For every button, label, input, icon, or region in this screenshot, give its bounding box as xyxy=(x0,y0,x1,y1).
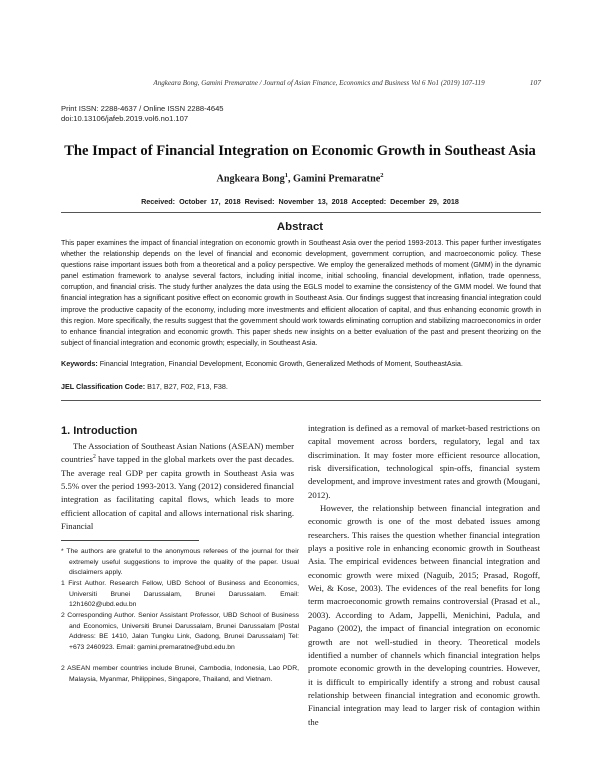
author-affiliation-mark: 2 xyxy=(380,172,384,179)
keywords xyxy=(61,359,541,368)
footnote: 2 ASEAN member countries include Brunei, Cambodia, Indonesia, Lao PDR, Malaysia, Myanmar, Philippines, Singapore, Thailand, and Vietnam. xyxy=(61,665,299,683)
jel-text: B17, B27, F02, F13, F38. xyxy=(147,382,228,391)
footnote-divider xyxy=(61,540,199,541)
intro-left-column xyxy=(61,440,294,533)
author-name: Angkeara Bong xyxy=(216,173,285,185)
running-header: Angkeara Bong, Gamini Premaratne / Journal of Asian Finance, Economics and Business Vol 6 No1 (2019) 107-119 xyxy=(153,79,485,87)
intro-text: The Association of Southeast Asian Nations (ASEAN) member countries xyxy=(61,441,294,465)
abstract-text: This paper examines the impact of financial integration on economic growth in Southeast Asia over the period 1993-2013. This paper further investigates whether the relationship depends on the level of financial and economic development, government corruption, and macroeconomic policy. These questions raise important issues both from a theoretical and a policy perspective. We employ the generalized methods of moment (GMM) in the dynamic panel estimation framework to analyse several factors, including initial income, initial schooling, financial development, inflation, trade openness, corruption, and financial crisis. The study further analyzes the data using the EGLS model to examine the consistency of the GMM model. We found that financial integration has a significant positive effect on economic growth in Southeast Asia. Our findings suggest that increasing financial integration could improve the productive capacity of the economy, including more investments and efficient allocation of capital, and thus enhancing economic growth in this region. More specifically, the results suggest that the government should work towards eliminating corruption and stabilizing macroeconomics in order to enhance financial integration and economic growth. This paper sheds new insights on a better evaluation of the past and present theorizing on the subject of financial integration and economic growth; especially, in Southeast Asia. xyxy=(61,240,541,347)
intro-text: have tapped in the global markets over the past decades. The average real GDP per capita growth in Southeast Asia was 5.5% over the period 1993-2013. Yang (2012) considered financial integration as facilitating capital flows, which leads to more efficient allocation of capital and allows international risk sharing. Financial xyxy=(61,454,294,532)
author-separator: , xyxy=(287,173,294,185)
jel-codes xyxy=(61,382,541,391)
jel-label: JEL Classification Code: xyxy=(61,382,146,391)
intro-right-column xyxy=(308,422,540,729)
author-name: Gamini Premaratne xyxy=(293,173,381,185)
abstract-heading: Abstract xyxy=(276,221,324,233)
section-heading: 1. Introduction xyxy=(61,425,138,437)
page-number: 107 xyxy=(529,78,541,87)
top-divider xyxy=(61,212,541,213)
submission-dates: Received: October 17, 2018 Revised: November 13, 2018 Accepted: December 29, 2018 xyxy=(141,197,459,206)
footnote: * The authors are grateful to the anonymous referees of the journal for their extremely useful suggestions to improve the quality of the paper. Usual disclaimers apply. xyxy=(61,548,299,577)
author-affiliation-mark: 1 xyxy=(284,172,288,179)
bottom-divider xyxy=(61,400,541,401)
keywords-label: Keywords: xyxy=(61,359,98,368)
intro-paragraph: integration is defined as a removal of market-based restrictions on capital movement across borders, regulatory, legal and tax discrimination. It may foster more efficient resource allocation, risk diversification, technological spin-offs, financial system development, and improve investment rates and growth (Mougani, 2012). xyxy=(308,423,540,500)
footnote: 2 Corresponding Author. Senior Assistant Professor, UBD School of Business and Economics, Universiti Brunei Darussalam, Brunei Darussalam [Postal Address: BE 1410, Jalan Tungku Link, Gadong, Brunei Darussalam] Tel: +673 2460923. Email: gamini.premaratne@ubd.edu.bn xyxy=(61,612,299,651)
keywords-text: Financial Integration, Financial Development, Economic Growth, Generalized Methods of Moment, SoutheastAsia. xyxy=(99,359,463,368)
intro-paragraph: However, the relationship between financial integration and economic growth is one of the most debated issues among researchers. This raises the question whether financial integration plays a positive role in enhancing economic growth in Southeast Asia. The empirical evidences between financial integration and economic growth were mixed (Naguib, 2015; Prasad, Rogoff, Wei, & Kose, 2003). The evidences of the real benefits for long term macroeconomic growth remains controversial (Prasad et al., 2003). According to Adam, Jappelli, Menichini, Padula, and Pagano (2002), the impact of financial integration on economic growth are not well-studied in theory. Theoretical models identified a number of channels which financial integration helps promote economic growth in the developing countries. However, it is difficult to empirically identify a strong and robust causal relationship between financial integration and economic growth. Financial integration may lead to larger risk of contagion within the xyxy=(308,503,540,727)
paper-title: The Impact of Financial Integration on Economic Growth in Southeast Asia xyxy=(64,143,536,159)
footnote: 1 First Author. Research Fellow, UBD School of Business and Economics, Universiti Brunei Darussalam, Brunei Darussalam. Email: 12h1602@ubd.edu.bn xyxy=(61,580,299,609)
issn-line: Print ISSN: 2288-4637 / Online ISSN 2288-4645 xyxy=(61,104,224,113)
doi-line[interactable]: doi:10.13106/jafeb.2019.vol6.no1.107 xyxy=(61,114,189,123)
author-list xyxy=(60,172,540,184)
footnote-mark: 2 xyxy=(92,454,96,461)
